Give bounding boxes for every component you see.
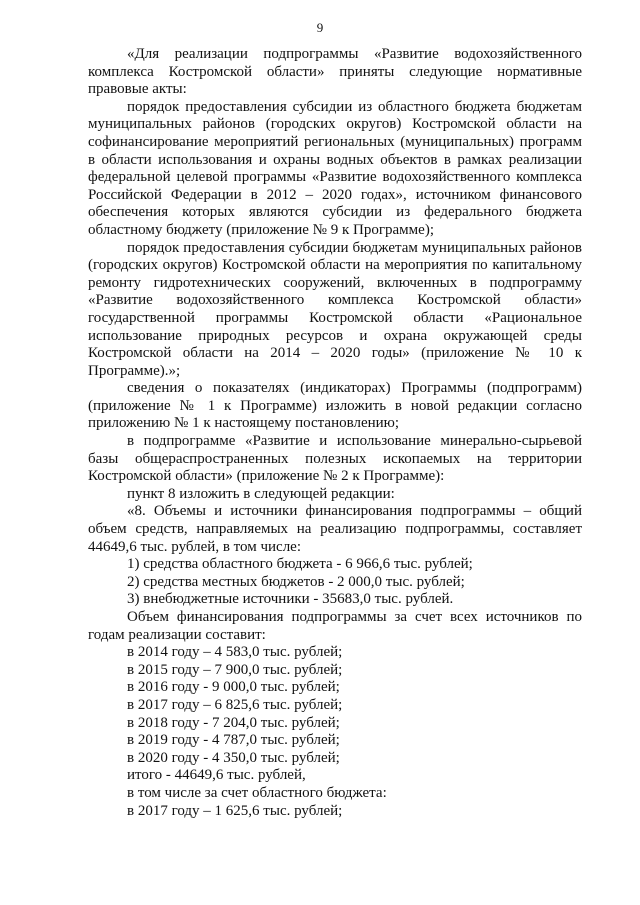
year-item: в 2019 году - 4 787,0 тыс. рублей; <box>127 732 340 749</box>
year-item: в 2017 году – 1 625,6 тыс. рублей; <box>127 802 343 819</box>
paragraph-subsidy-order-2: порядок предоставления субсидии бюджетам муниципальных районов (городских округов) Костромской области на мероприятия по капитальному ремонту гидротехнических сооружений, включенных в подпрограмму «Развитие водохозяйственного комплекса Костромской области» государственной программы Костромской области «Рациональное использование природных ресурсов и охрана окружающей среды Костромской области на 2014 – 2020 годы» (приложение № 10 к Программе).»; <box>88 239 582 379</box>
paragraph-years-intro: Объем финансирования подпрограммы за счет всех источников по годам реализации составит: <box>88 609 582 643</box>
year-item: в 2014 году – 4 583,0 тыс. рублей; <box>127 644 343 661</box>
year-item: в 2015 году – 7 900,0 тыс. рублей; <box>127 661 343 678</box>
source-item: 1) средства областного бюджета - 6 966,6 тыс. рублей; <box>127 556 473 573</box>
paragraph-intro: «Для реализации подпрограммы «Развитие водохозяйственного комплекса Костромской области» приняты следующие нормативные правовые акты: <box>88 46 582 98</box>
regional-budget-heading: в том числе за счет областного бюджета: <box>127 784 387 801</box>
paragraph-indicators: сведения о показателях (индикаторах) Программы (подпрограмм) (приложение № 1 к Программе) изложить в новой редакции согласно приложению № 1 к настоящему постановлению; <box>88 380 582 432</box>
paragraph-point-8: пункт 8 изложить в следующей редакции: <box>127 485 395 502</box>
source-item: 2) средства местных бюджетов - 2 000,0 тыс. рублей; <box>127 573 465 590</box>
total-item: итого - 44649,6 тыс. рублей, <box>127 767 306 784</box>
year-item: в 2018 году - 7 204,0 тыс. рублей; <box>127 714 340 731</box>
paragraph-financing-total: «8. Объемы и источники финансирования подпрограммы – общий объем средств, направляемых на реализацию подпрограммы, составляет 44649,6 тыс. рублей, в том числе: <box>88 503 582 555</box>
paragraph-mineral-subprogram: в подпрограмме «Развитие и использование минерально-сырьевой базы общераспространенных полезных ископаемых на территории Костромской области» (приложение № 2 к Программе): <box>88 433 582 485</box>
year-item: в 2017 году – 6 825,6 тыс. рублей; <box>127 696 343 713</box>
document-body <box>88 46 582 820</box>
year-item: в 2020 году - 4 350,0 тыс. рублей; <box>127 749 340 766</box>
page-number: 9 <box>316 20 324 35</box>
year-item: в 2016 году - 9 000,0 тыс. рублей; <box>127 679 340 696</box>
source-item: 3) внебюджетные источники - 35683,0 тыс. рублей. <box>127 591 454 608</box>
paragraph-subsidy-order-1: порядок предоставления субсидии из областного бюджета бюджетам муниципальных районов (городских округов) Костромской области на софинансирование мероприятий региональных (муниципальных) программ в области использования и охраны водных объектов в рамках реализации федеральной целевой программы «Развитие водохозяйственного комплекса Российской Федерации в 2012 – 2020 годах», источником финансового обеспечения которых являются субсидии из федерального бюджета областному бюджету (приложение № 9 к Программе); <box>88 98 582 238</box>
